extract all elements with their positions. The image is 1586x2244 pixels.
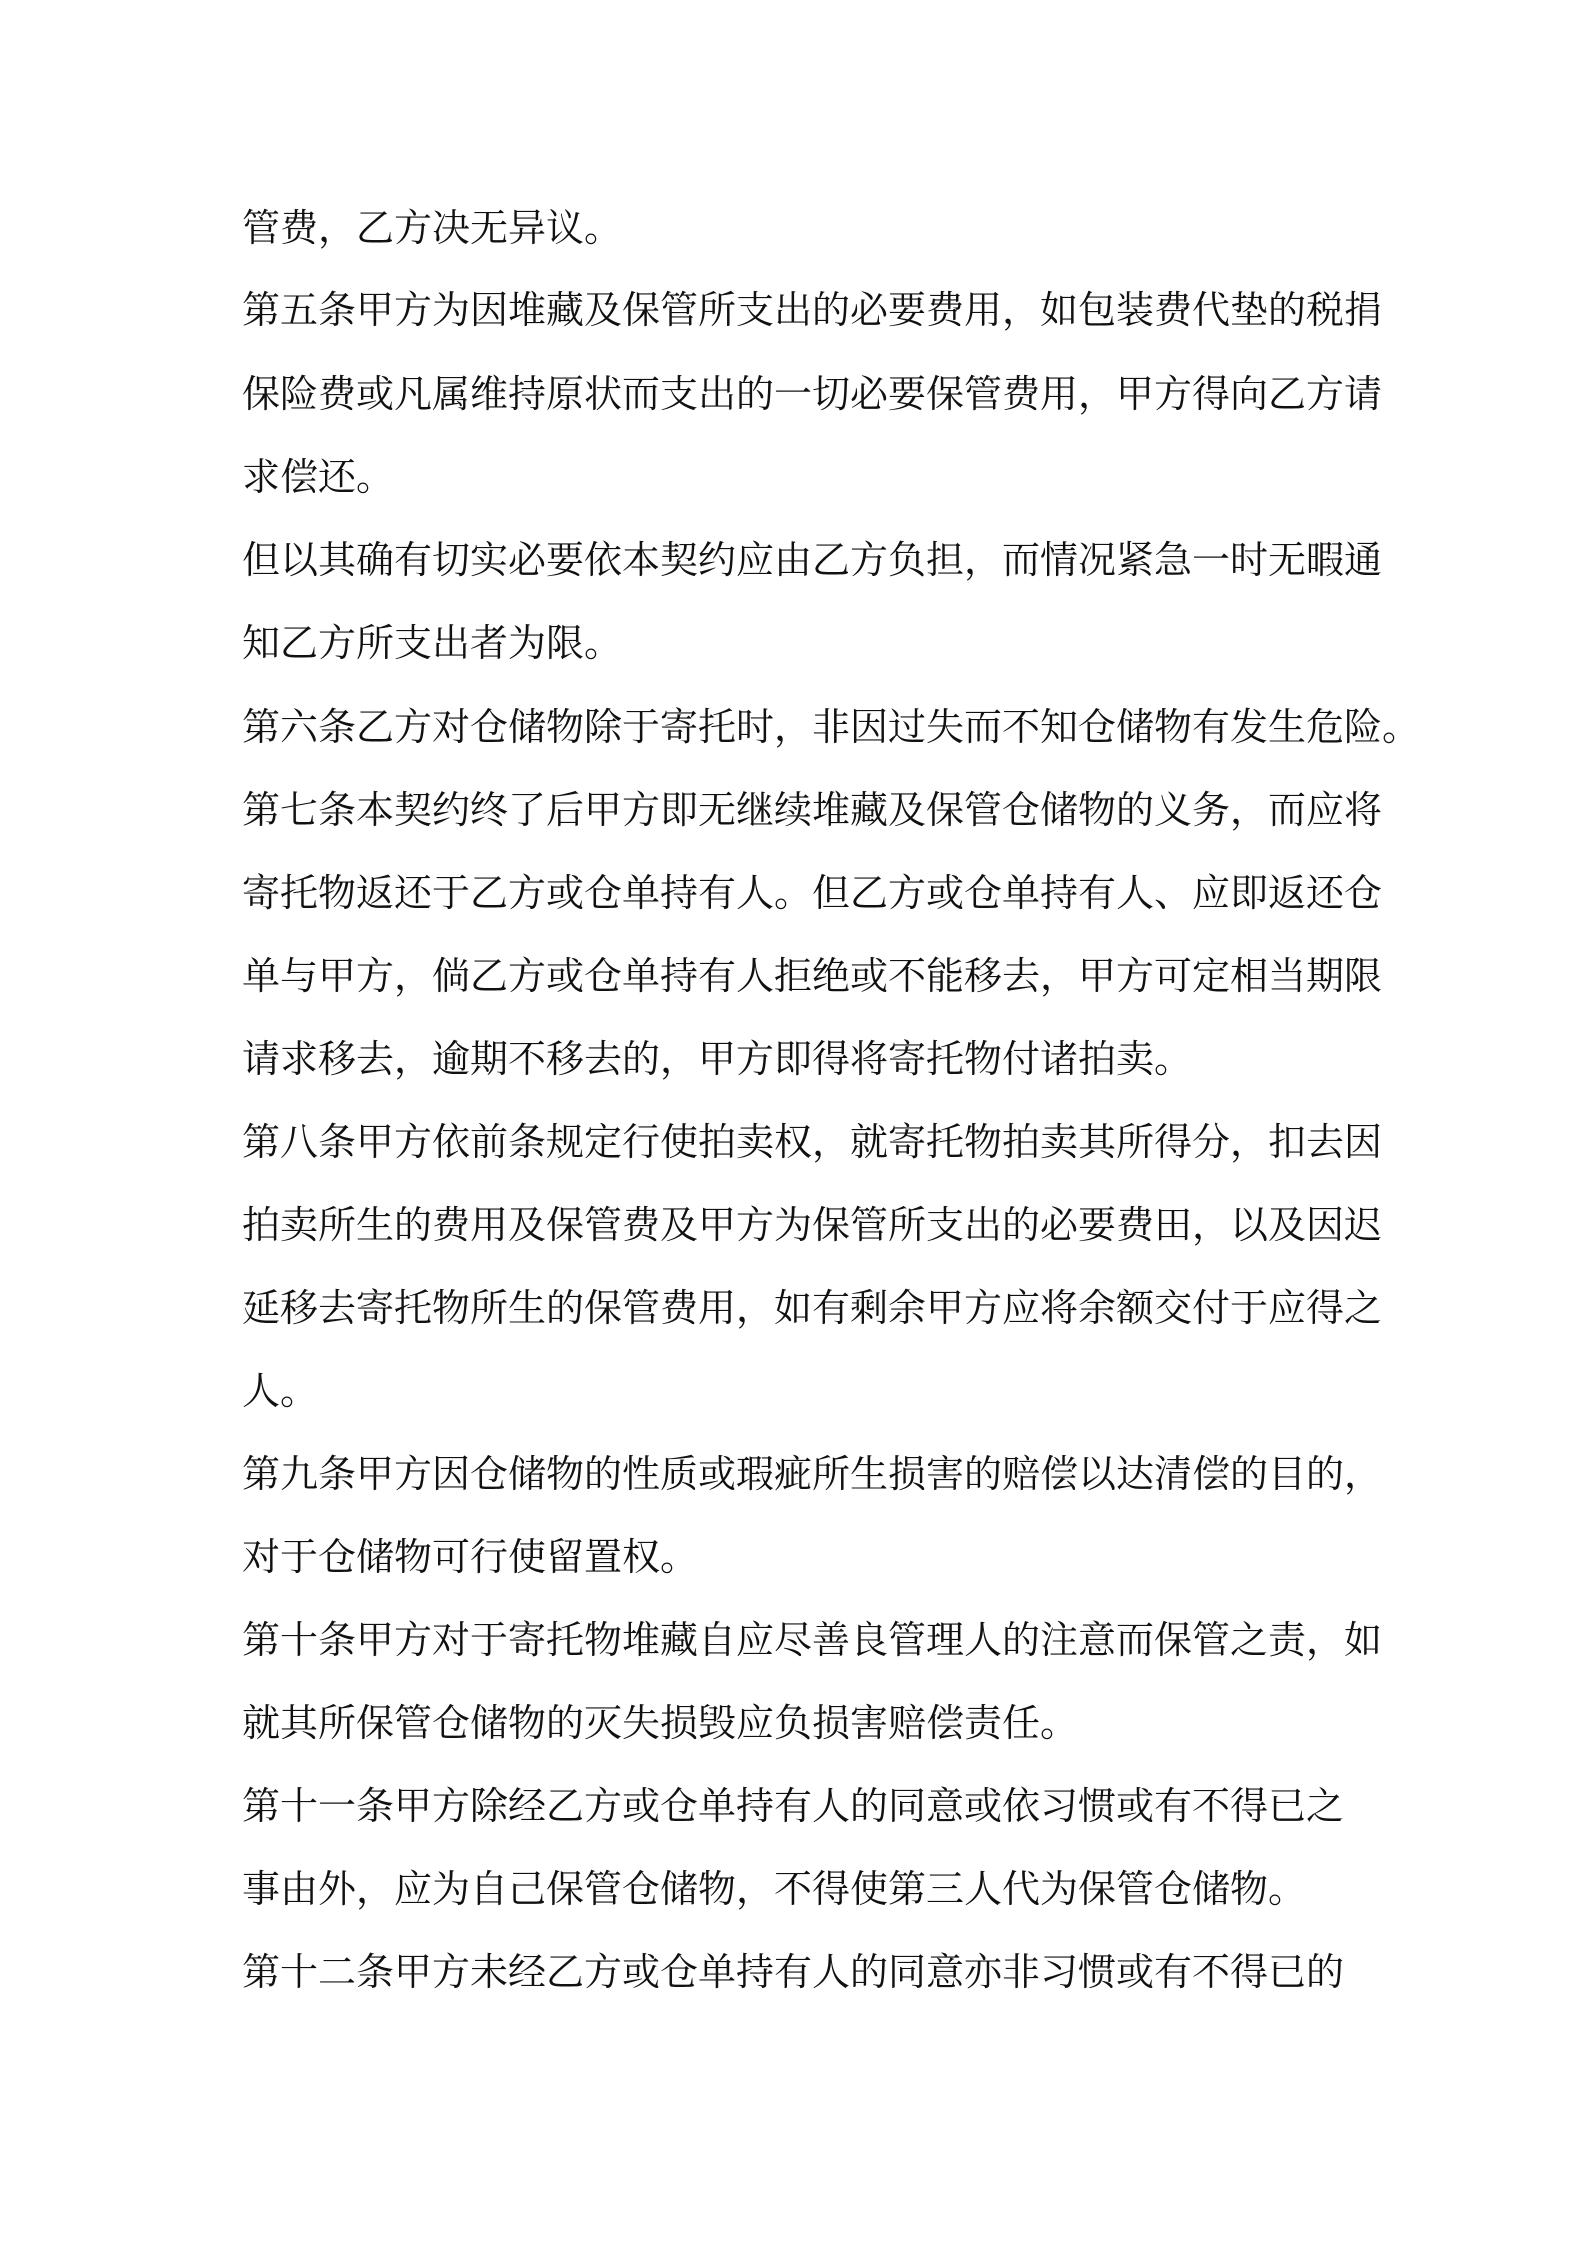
text-line: 第十二条甲方未经乙方或仓单持有人的同意亦非习惯或有不得已的 (242, 1950, 1345, 1994)
text-line: 知乙方所支出者为限。 (242, 621, 623, 665)
text-line: 第十一条甲方除经乙方或仓单持有人的同意或依习惯或有不得已之 (242, 1784, 1345, 1828)
text-line: 第七条本契约终了后甲方即无继续堆藏及保管仓储物的义务，而应将 (242, 788, 1383, 832)
text-line: 管费，乙方决无异议。 (242, 206, 623, 250)
text-line: 请求移去，逾期不移去的，甲方即得将寄托物付诸拍卖。 (242, 1037, 1193, 1081)
text-line: 第六条乙方对仓储物除于寄托时，非因过失而不知仓储物有发生危险。 (242, 705, 1421, 749)
text-line: 延移去寄托物所生的保管费用，如有剩余甲方应将余额交付于应得之 (242, 1286, 1383, 1330)
text-line: 拍卖所生的费用及保管费及甲方为保管所支出的必要费田，以及因迟 (242, 1203, 1383, 1247)
text-line: 第八条甲方依前条规定行使拍卖权，就寄托物拍卖其所得分，扣去因 (242, 1120, 1383, 1164)
text-line: 第十条甲方对于寄托物堆藏自应尽善良管理人的注意而保管之责，如 (242, 1618, 1383, 1662)
text-line: 求偿还。 (242, 455, 395, 499)
text-line: 保险费或凡属维持原状而支出的一切必要保管费用，甲方得向乙方请 (242, 372, 1383, 416)
text-line: 人。 (242, 1369, 319, 1413)
text-line: 就其所保管仓储物的灭失损毁应负损害赔偿责任。 (242, 1701, 1079, 1745)
text-line: 事由外，应为自己保管仓储物，不得使第三人代为保管仓储物。 (242, 1867, 1307, 1911)
text-line: 对于仓储物可行使留置权。 (242, 1535, 699, 1579)
text-line: 但以其确有切实必要依本契约应由乙方负担，而情况紧急一时无暇通 (242, 538, 1383, 582)
text-line: 寄托物返还于乙方或仓单持有人。但乙方或仓单持有人、应即返还仓 (242, 871, 1383, 915)
text-line: 第九条甲方因仓储物的性质或瑕疵所生损害的赔偿以达清偿的目的， (242, 1452, 1383, 1496)
text-line: 第五条甲方为因堆藏及保管所支出的必要费用，如包装费代垫的税捐 (242, 288, 1383, 332)
text-line: 单与甲方，倘乙方或仓单持有人拒绝或不能移去，甲方可定相当期限 (242, 954, 1383, 998)
